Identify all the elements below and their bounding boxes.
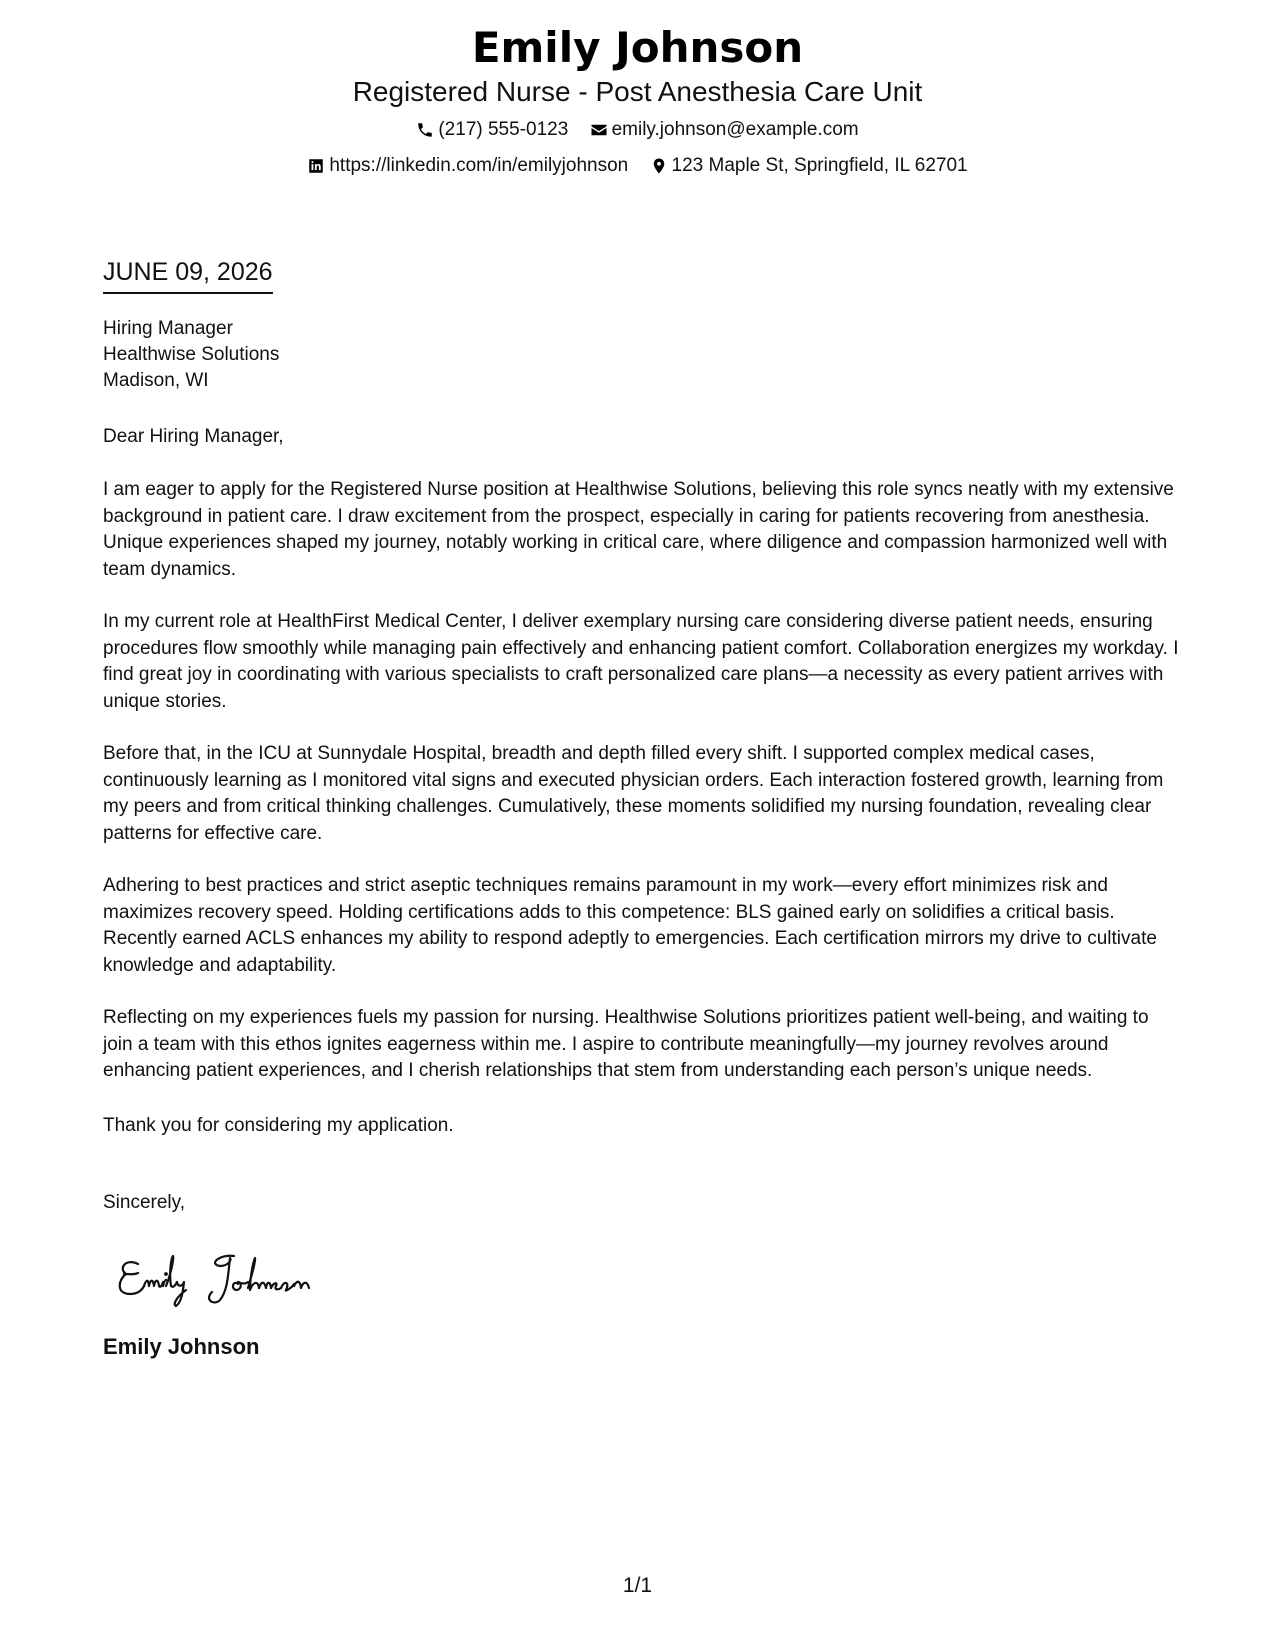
email-item [590,118,859,142]
linkedin-item [307,154,628,178]
linkedin-icon [307,157,325,175]
recipient-block [103,316,279,394]
applicant-name: Emily Johnson [471,23,804,72]
thanks-line: Thank you for considering my application. [103,1115,454,1136]
body-paragraph: Before that, in the ICU at Sunnydale Hospital, breadth and depth filled every shift. I supported complex medical cases, continuously learning as I monitored vital signs and executed physician orders. Each interaction fostered growth, learning from my peers and from critical thinking challenges. Cumulatively, these moments solidified my nursing foundation, revealing clear patterns for effective care. [103,743,1164,844]
body-paragraph: Reflecting on my experiences fuels my passion for nursing. Healthwise Solutions prioritizes patient well-being, and waiting to join a team with this ethos ignites eagerness within me. I aspire to contribute meaningfully—my journey revolves around enhancing patient experiences, and I cherish relationships that stem from understanding each person’s unique needs. [103,1007,1149,1081]
salutation: Dear Hiring Manager, [103,426,284,447]
recipient-location: Madison, WI [103,370,209,391]
signer-name: Emily Johnson [103,1334,260,1359]
applicant-title: Registered Nurse - Post Anesthesia Care Unit [352,76,923,107]
body-paragraph: In my current role at HealthFirst Medical Center, I deliver exemplary nursing care considering diverse patient needs, ensuring procedures flow smoothly while managing pain effectively and enhancing patient comfort. Collaboration energizes my workday. I find great joy in coordinating with various specialists to craft personalized care plans—a necessity as every patient arrives with unique stories. [103,611,1179,712]
recipient-company: Healthwise Solutions [103,344,280,365]
letter-date: JUNE 09, 2026 [103,256,273,294]
contact-row-primary [0,118,1275,146]
email-text: emily.johnson@example.com [611,119,859,140]
linkedin-text: https://linkedin.com/in/emilyjohnson [329,155,629,176]
address-item [650,154,968,178]
handwritten-signature [116,1244,356,1314]
letter-header [0,22,1275,182]
phone-icon [416,121,434,139]
phone-text: (217) 555-0123 [438,119,569,140]
letter-body [103,477,1183,1111]
page-number: 1/1 [622,1574,653,1597]
map-marker-icon [650,157,668,175]
phone-item [416,118,568,142]
closing-line: Sincerely, [103,1192,186,1213]
body-paragraph: Adhering to best practices and strict aseptic techniques remains paramount in my work—every effort minimizes risk and maximizes recovery speed. Holding certifications adds to this competence: BLS gained early on solidifies a critical basis. Recently earned ACLS enhances my ability to respond adeptly to emergencies. Each certification mirrors my drive to cultivate knowledge and adaptability. [103,875,1157,976]
recipient-line: Hiring Manager [103,318,233,339]
address-text: 123 Maple St, Springfield, IL 62701 [671,155,968,176]
body-paragraph: I am eager to apply for the Registered Nurse position at Healthwise Solutions, believing this role syncs neatly with my extensive background in patient care. I draw excitement from the prospect, especially in caring for patients recovering from anesthesia. Unique experiences shaped my journey, notably working in critical care, where diligence and compassion harmonized well with team dynamics. [103,479,1174,580]
envelope-icon [590,121,608,139]
contact-row-secondary [0,154,1275,182]
